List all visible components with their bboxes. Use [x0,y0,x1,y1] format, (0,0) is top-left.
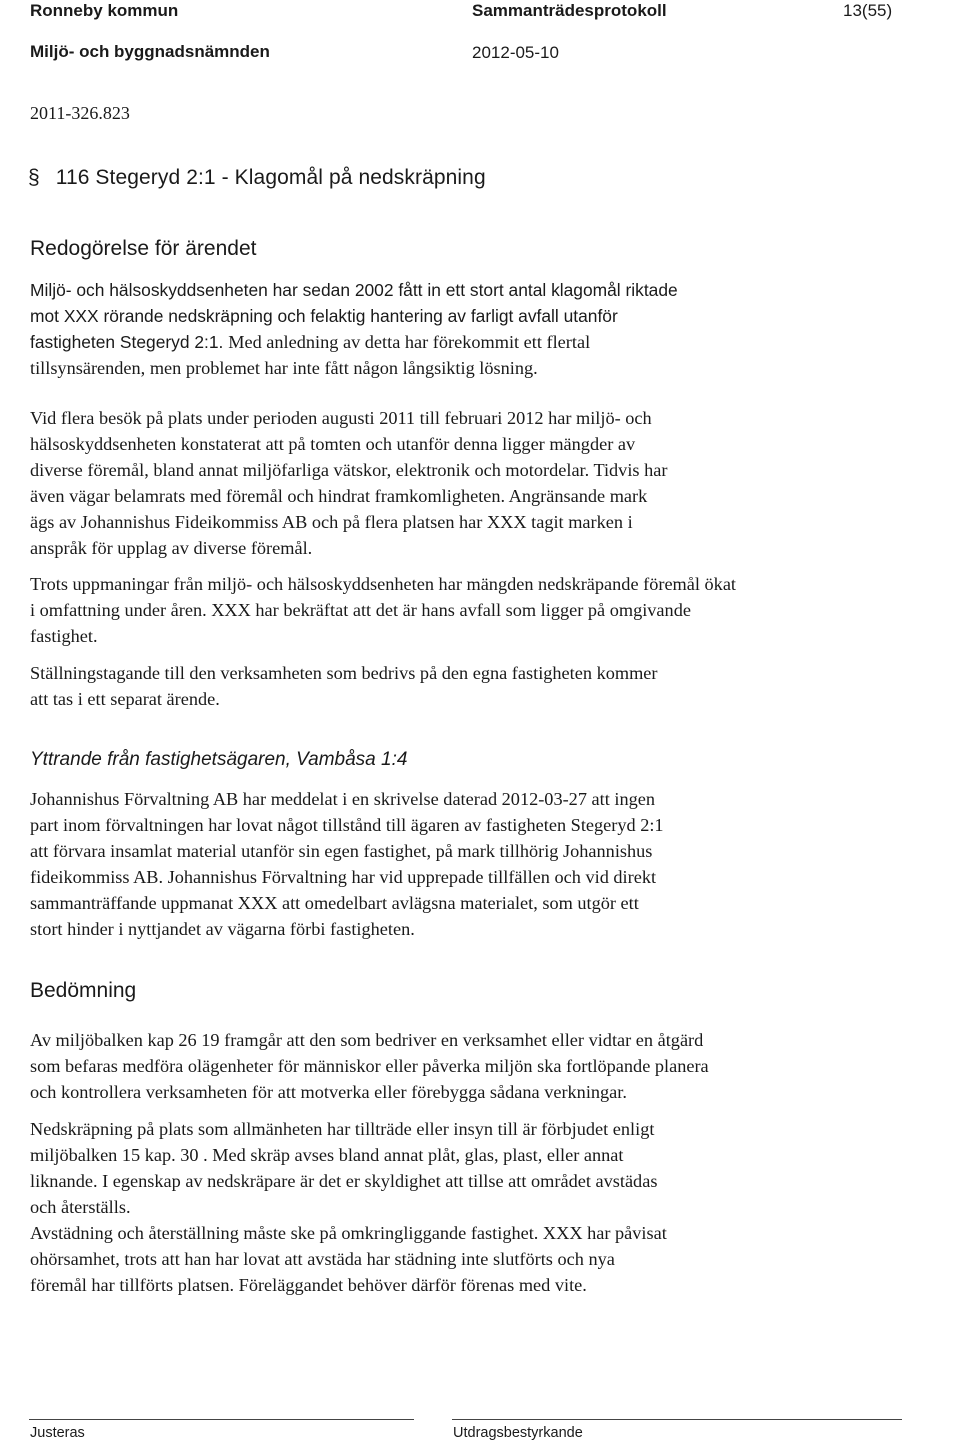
text-line: föremål har tillförts platsen. Föreläggandet behöver därför förenas med vite. [30,1275,587,1295]
redogorelse-heading: Redogörelse för ärendet [30,237,257,260]
text-line: tillsynsärenden, men problemet har inte fått någon långsiktig lösning. [30,358,538,378]
text-line: att tas i ett separat ärende. [30,689,220,709]
text-line: hälsoskyddsenheten konstaterat att på tomten och utanför denna ligger mängder av [30,434,636,454]
text-line: Ställningstagande till den verksamheten som bedrivs på den egna fastigheten kommer [30,663,658,683]
text-line: Trots uppmaningar från miljö- och hälsoskyddsenheten har mängden nedskräpande föremål ökat [30,574,737,594]
text-line: Avstädning och återställning måste ske på omkringliggande fastighet. XXX har påvisat [30,1223,667,1243]
text-segment: fastigheten Stegeryd 2:1. [30,332,224,352]
section-title-text: 116 Stegeryd 2:1 - Klagomål på nedskräpning [55,166,486,189]
paragraph-reminders [30,571,736,649]
redogorelse-text [30,277,678,381]
utdrag-signature-line [452,1419,902,1420]
text-line: liknande. I egenskap av nedskräpare är det er skyldighet att tillse att området avstädas [30,1171,658,1191]
text-line: och återställs. [30,1197,131,1217]
text-line: Johannishus Förvaltning AB har meddelat i en skrivelse daterad 2012-03-27 att ingen [30,789,655,809]
page-number: 13(55) [843,1,893,20]
text-line: fideikommiss AB. Johannishus Förvaltning har vid upprepade tillfällen och vid direkt [30,867,657,887]
text-line [30,329,678,355]
municipality-name: Ronneby kommun [30,1,179,20]
text-line: ägs av Johannishus Fideikommiss AB och på flera platsen har XXX tagit marken i [30,512,633,532]
justeras-label: Justeras [30,1425,85,1441]
text-line: Nedskräpning på plats som allmänheten har tillträde eller insyn till är förbjudet enligt [30,1119,655,1139]
text-line: diverse föremål, bland annat miljöfarliga vätskor, elektronik och motordelar. Tidvis har [30,460,668,480]
bedomning-paragraph-2 [30,1116,667,1298]
bedomning-heading: Bedömning [30,979,137,1002]
paragraph-separate-case [30,660,658,712]
text-line: i omfattning under åren. XXX har bekräftat att det är hans avfall som ligger på omgivande [30,600,691,620]
text-line: att förvara insamlat material utanför sin egen fastighet, på mark tillhörig Johannishus [30,841,653,861]
document-type: Sammanträdesprotokoll [472,1,667,20]
text-line: som befaras medföra olägenheter för människor eller påverka miljön ska fortlöpande planera [30,1056,709,1076]
text-line: part inom förvaltningen har lovat något tillstånd till ägaren av fastigheten Stegeryd 2:1 [30,815,664,835]
paragraph-site-visits [30,405,667,561]
meeting-date: 2012-05-10 [472,43,559,62]
text-line: mot XXX rörande nedskräpning och felaktig hantering av farligt avfall utanför [30,306,618,326]
case-number: 2011-326.823 [30,103,130,123]
bedomning-paragraph-1 [30,1027,709,1105]
text-line: Vid flera besök på plats under perioden augusti 2011 till februari 2012 har miljö- och [30,408,652,428]
text-segment: Med anledning av detta har förekommit ett flertal [228,332,591,352]
text-line: sammanträffande uppmanat XXX att omedelbart avlägsna materialet, som utgör ett [30,893,639,913]
section-title [28,166,486,190]
section-symbol: § [28,166,40,189]
text-line: och kontrollera verksamheten för att motverka eller förebygga sådana verkningar. [30,1082,627,1102]
text-line: även vägar belamrats med föremål och hindrat framkomligheten. Angränsande mark [30,486,648,506]
text-line: Av miljöbalken kap 26 19 framgår att den som bedriver en verksamhet eller vidtar en åtgärd [30,1030,704,1050]
yttrande-heading: Yttrande från fastighetsägaren, Vambåsa 1:4 [30,749,408,770]
text-line: stort hinder i nyttjandet av vägarna förbi fastigheten. [30,919,415,939]
utdragsbestyrkande-label: Utdragsbestyrkande [453,1425,583,1441]
text-line: Miljö- och hälsoskyddsenheten har sedan 2002 fått in ett stort antal klagomål riktade [30,280,678,300]
text-line: fastighet. [30,626,98,646]
justeras-signature-line [29,1419,414,1420]
text-line: ohörsamhet, trots att han har lovat att avstäda har städning inte slutförts och nya [30,1249,615,1269]
yttrande-text [30,786,664,942]
board-name: Miljö- och byggnadsnämnden [30,42,270,61]
text-line: miljöbalken 15 kap. 30 . Med skräp avses bland annat plåt, glas, plast, eller annat [30,1145,624,1165]
text-line: anspråk för upplag av diverse föremål. [30,538,313,558]
